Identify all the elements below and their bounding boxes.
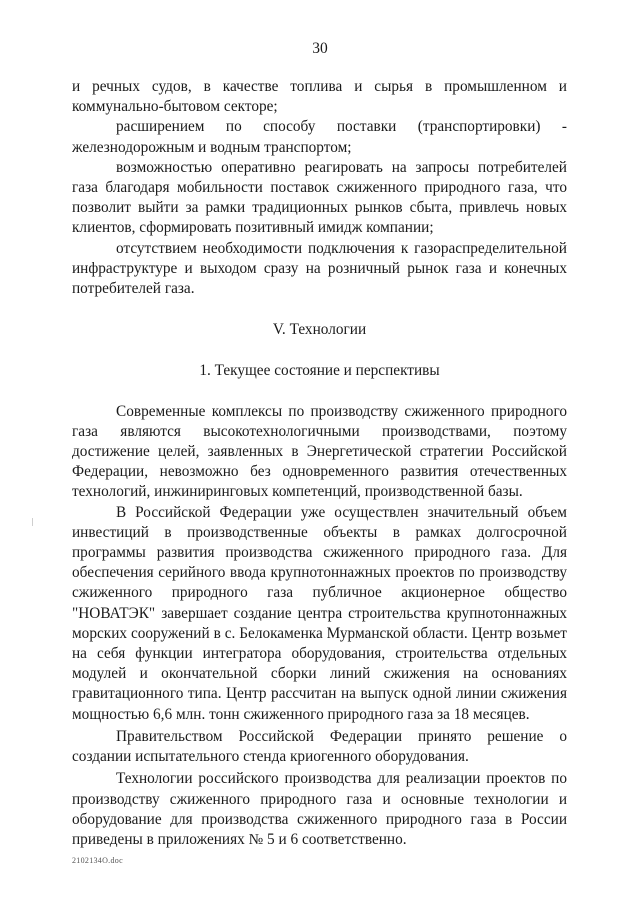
paragraph-list-item: расширением по способу поставки (транспортировки) - железнодорожным и водным транспортом; <box>72 118 567 156</box>
paragraph-continuation: и речных судов, в качестве топлива и сырья в промышленном и коммунально-бытовом секторе; <box>72 78 567 116</box>
subsection-heading: 1. Текущее состояние и перспективы <box>199 362 440 380</box>
scan-mark <box>32 518 33 526</box>
document-body <box>72 77 567 850</box>
paragraph: Современные комплексы по производству сжиженного природного газа являются высокотехнологичными производствами, поэтому достижение целей, заявленных в Энергетической стратегии Российской Федерации, невозможно без одновременного развития отечественных технологий, инжиниринговых компетенций, производственной базы. <box>72 402 567 501</box>
page-number: 30 <box>312 40 328 57</box>
paragraph: Технологии российского производства для реализации проектов по производству сжиженного природного газа и основные технологии и оборудование для производства сжиженного природного газа в России приведены в приложениях № 5 и 6 соответственно. <box>72 770 567 848</box>
paragraph: Правительством Российской Федерации принято решение о создании испытательного стенда криогенного оборудования. <box>72 727 567 766</box>
paragraph-list-item: возможностью оперативно реагировать на запросы потребителей газа благодаря мобильности поставок сжиженного природного газа, что позволит выйти за рамки традиционных рынков сбыта, привлечь новых клиентов, сформировать позитивный имидж компании; <box>72 158 567 237</box>
paragraph: В Российской Федерации уже осуществлен значительный объем инвестиций в производственные объекты в рамках долгосрочной программы развития производства сжиженного природного газа. Для обеспечения серийного ввода крупнотоннажных проектов по производству сжиженного природного газа публичное акционерное общество "НОВАТЭК" завершает создание центра строительства крупнотоннажных морских сооружений в с. Белокаменка Мурманской области. Центр возьмет на себя функции интегратора оборудования, строительства отдельных модулей и окончательной сборки линий сжижения на основаниях гравитационного типа. Центр рассчитан на выпуск одной линии сжижения мощностью 6,6 млн. тонн сжиженного природного газа за 18 месяцев. <box>72 503 567 723</box>
section-heading: V. Технологии <box>272 321 367 339</box>
file-reference: 2102134О.doc <box>72 856 123 865</box>
paragraph-list-item: отсутствием необходимости подключения к газораспределительной инфраструктуре и выходом сразу на розничный рынок газа и конечных потребителей газа. <box>72 239 567 298</box>
